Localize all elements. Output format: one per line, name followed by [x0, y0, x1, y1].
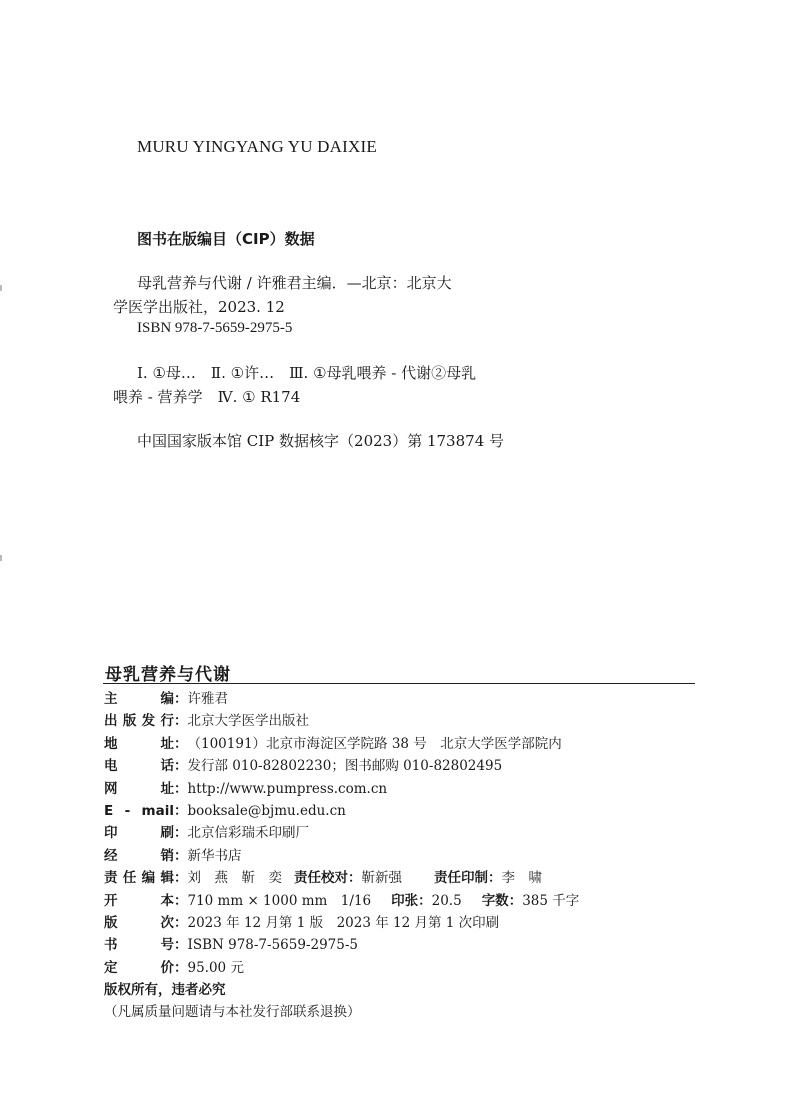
- sheets-label: 印张: [391, 892, 419, 909]
- address-value: （100191）北京市海淀区学院路 38 号 北京大学医学部院内: [187, 735, 562, 752]
- words-label: 字数: [481, 892, 509, 909]
- web-label: 网 址: [104, 780, 174, 797]
- cip-number: 中国国家版本馆 CIP 数据核字（2023）第 173874 号: [137, 432, 505, 450]
- web-row: 网 址：http://www.pumpress.com.cn: [104, 778, 704, 800]
- notice-row: [104, 1001, 704, 1023]
- edition-row: 版 次：2023 年 12 月第 1 版 2023 年 12 月第 1 次印刷: [104, 912, 704, 934]
- print-resp-label: 责任印制: [434, 870, 488, 887]
- edition-value: 2023 年 12 月第 1 版 2023 年 12 月第 1 次印刷: [187, 914, 500, 931]
- printer-row: 印 刷：北京信彩瑞禾印刷厂: [104, 822, 704, 844]
- resp-editor-value: 刘 燕 靳 奕: [187, 870, 282, 887]
- price-label: 定 价: [104, 959, 174, 976]
- cip-class-line-1: Ⅰ. ①母… Ⅱ. ①许… Ⅲ. ①母乳喂养 - 代谢②母乳: [137, 364, 477, 382]
- words-value: 385 千字: [522, 892, 580, 909]
- title-rule: [103, 683, 695, 684]
- format-row: 开 本：710 mm × 1000 mm 1/16 印张：20.5 字数：385 千字: [104, 890, 704, 912]
- cip-heading: 图书在版编目（CIP）数据: [137, 230, 315, 248]
- email-value: booksale@bjmu.edu.cn: [187, 802, 346, 819]
- format-label: 开 本: [104, 892, 174, 909]
- responsibility-row: 责任编辑：刘 燕 靳 奕 责任校对：靳新强 责任印制：李 啸: [104, 867, 704, 889]
- print-resp-value: 李 啸: [501, 870, 542, 887]
- copyright-notice: 版权所有，违者必究: [104, 982, 226, 999]
- editor-value: 许雅君: [187, 691, 228, 707]
- cip-isbn: ISBN 978-7-5659-2975-5: [137, 320, 293, 336]
- distributor-value: 新华书店: [187, 847, 242, 864]
- edition-label: 版 次: [104, 914, 174, 931]
- publisher-value: 北京大学医学出版社: [187, 713, 309, 730]
- price-row: 定 价：95.00 元: [104, 957, 704, 979]
- phone-row: 电 话：发行部 010-82802230；图书邮购 010-82802495: [104, 755, 704, 777]
- proof-label: 责任校对: [294, 870, 348, 887]
- cip-line-1: 母乳营养与代谢 / 许雅君主编．—北京：北京大: [137, 274, 452, 292]
- phone-label: 电 话: [104, 758, 174, 775]
- book-number-value: ISBN 978-7-5659-2975-5: [187, 937, 359, 954]
- margin-mark: [0, 555, 2, 561]
- phone-value: 发行部 010-82802230；图书邮购 010-82802495: [187, 758, 503, 775]
- printer-value: 北京信彩瑞禾印刷厂: [187, 825, 309, 842]
- email-row: E - mail：booksale@bjmu.edu.cn: [104, 800, 704, 822]
- publisher-label: 出版发行: [104, 713, 174, 730]
- book-title: 母乳营养与代谢: [105, 665, 231, 685]
- quality-notice: （凡属质量问题请与本社发行部联系退换）: [104, 1004, 361, 1021]
- margin-mark: [0, 285, 2, 291]
- publisher-row: 出版发行：北京大学医学出版社: [104, 710, 704, 732]
- imprint-block: [104, 688, 704, 1024]
- resp-editor-label: 责任编辑: [104, 870, 174, 887]
- book-number-label: 书 号: [104, 937, 174, 954]
- pinyin-title: MURU YINGYANG YU DAIXIE: [137, 137, 377, 156]
- editor-row: 主 编：许雅君: [104, 688, 704, 710]
- email-label: E - mail: [104, 802, 174, 819]
- web-value: http://www.pumpress.com.cn: [187, 780, 388, 797]
- editor-label: 主 编: [104, 691, 174, 707]
- book-number-row: 书 号：ISBN 978-7-5659-2975-5: [104, 934, 704, 956]
- printer-label: 印 刷: [104, 825, 174, 842]
- sheets-value: 20.5: [431, 892, 462, 909]
- cip-line-2: 学医学出版社，2023. 12: [113, 298, 285, 316]
- proof-value: 靳新强: [361, 870, 402, 887]
- copyright-row: [104, 979, 704, 1001]
- format-value: 710 mm × 1000 mm 1/16: [187, 892, 372, 909]
- distributor-row: 经 销：新华书店: [104, 845, 704, 867]
- cip-class-line-2: 喂养 - 营养学 Ⅳ. ① R174: [113, 388, 301, 406]
- address-label: 地 址: [104, 735, 174, 752]
- distributor-label: 经 销: [104, 847, 174, 864]
- address-row: 地 址：（100191）北京市海淀区学院路 38 号 北京大学医学部院内: [104, 733, 704, 755]
- price-value: 95.00 元: [187, 959, 244, 976]
